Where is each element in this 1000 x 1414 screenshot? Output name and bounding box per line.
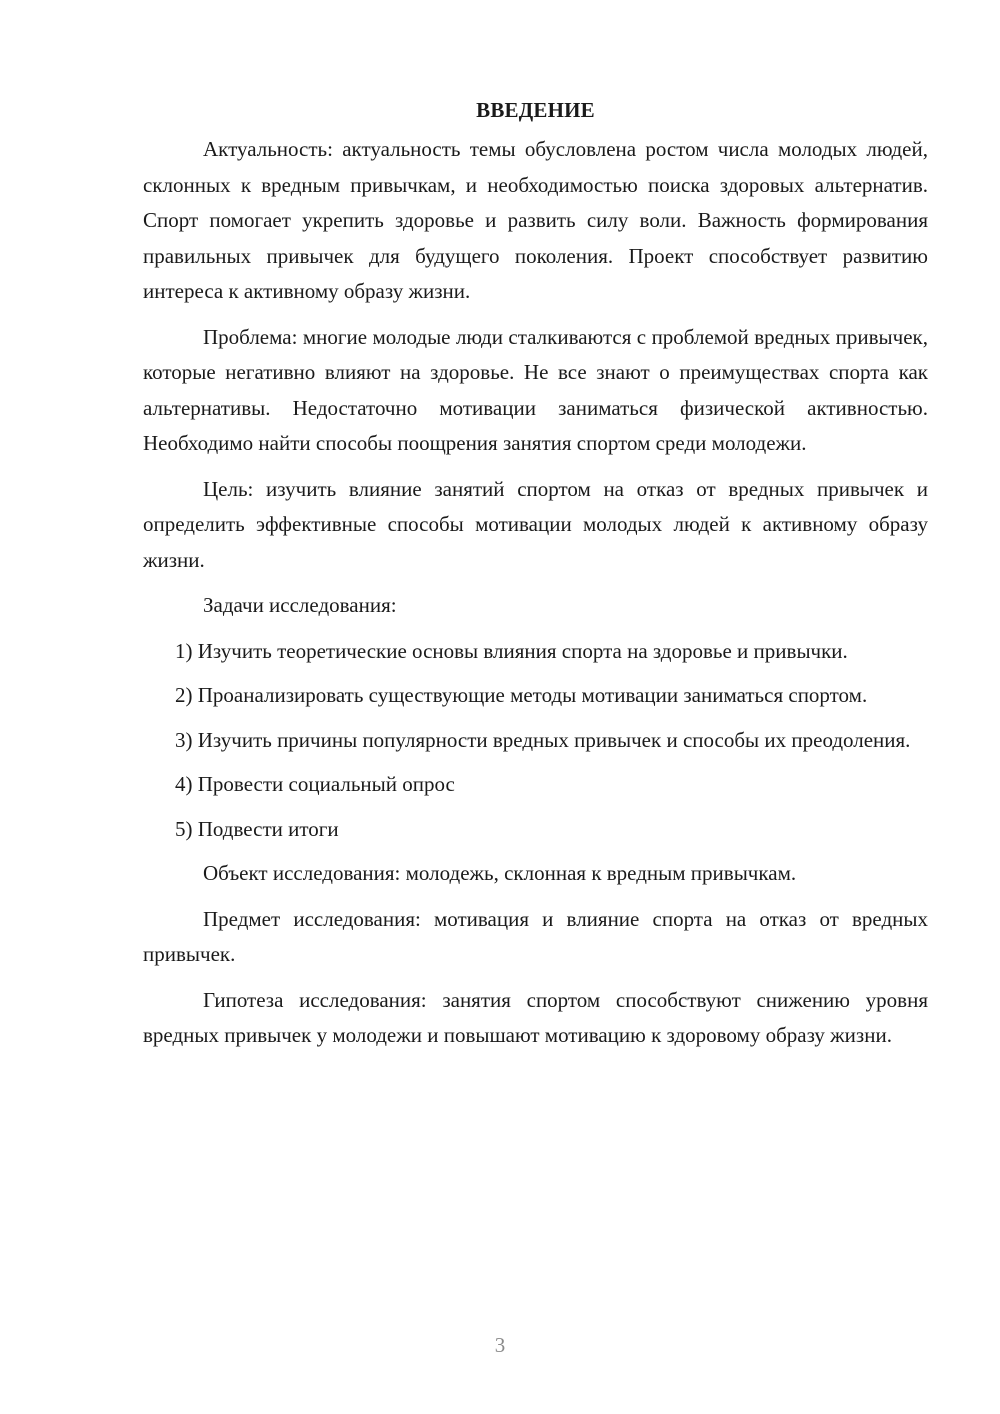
paragraph-hypothesis: Гипотеза исследования: занятия спортом способствуют снижению уровня вредных привычек у молодежи и повышают мотивацию к здоровому образу жизни. [143, 987, 928, 1047]
tasks-heading: Задачи исследования: [203, 593, 397, 617]
section-title: ВВЕДЕНИЕ [476, 98, 595, 122]
task-item-1: 1) Изучить теоретические основы влияния спорта на здоровье и привычки. [175, 638, 848, 663]
paragraph-object: Объект исследования: молодежь, склонная к вредным привычкам. [203, 861, 797, 885]
paragraph-relevance: Актуальность: актуальность темы обусловлена ростом числа молодых людей, склонных к вредным привычкам, и необходимостью поиска здоровых альтернатив. Спорт помогает укрепить здоровье и развить силу воли. Важность формирования правильных привычек для будущего поколения. Проект способствует развитию интереса к активному образу жизни. [143, 137, 928, 303]
task-item-4: 4) Провести социальный опрос [175, 772, 455, 796]
paragraph-subject: Предмет исследования: мотивация и влияние спорта на отказ от вредных привычек. [143, 906, 928, 966]
page-number: 3 [494, 1333, 506, 1357]
task-item-5: 5) Подвести итоги [175, 816, 339, 841]
paragraph-problem: Проблема: многие молодые люди сталкиваются с проблемой вредных привычек, которые негативно влияют на здоровье. Не все знают о преимуществах спорта как альтернативы. Недостаточно мотивации заниматься физической активностью. Необходимо найти способы поощрения занятия спортом среди молодежи. [143, 324, 928, 455]
task-item-3: 3) Изучить причины популярности вредных привычек и способы их преодоления. [175, 727, 911, 752]
document-page [143, 92, 928, 1064]
task-item-2: 2) Проанализировать существующие методы мотивации заниматься спортом. [175, 683, 868, 707]
paragraph-goal: Цель: изучить влияние занятий спортом на отказ от вредных привычек и определить эффективные способы мотивации молодых людей к активному образу жизни. [143, 476, 928, 572]
